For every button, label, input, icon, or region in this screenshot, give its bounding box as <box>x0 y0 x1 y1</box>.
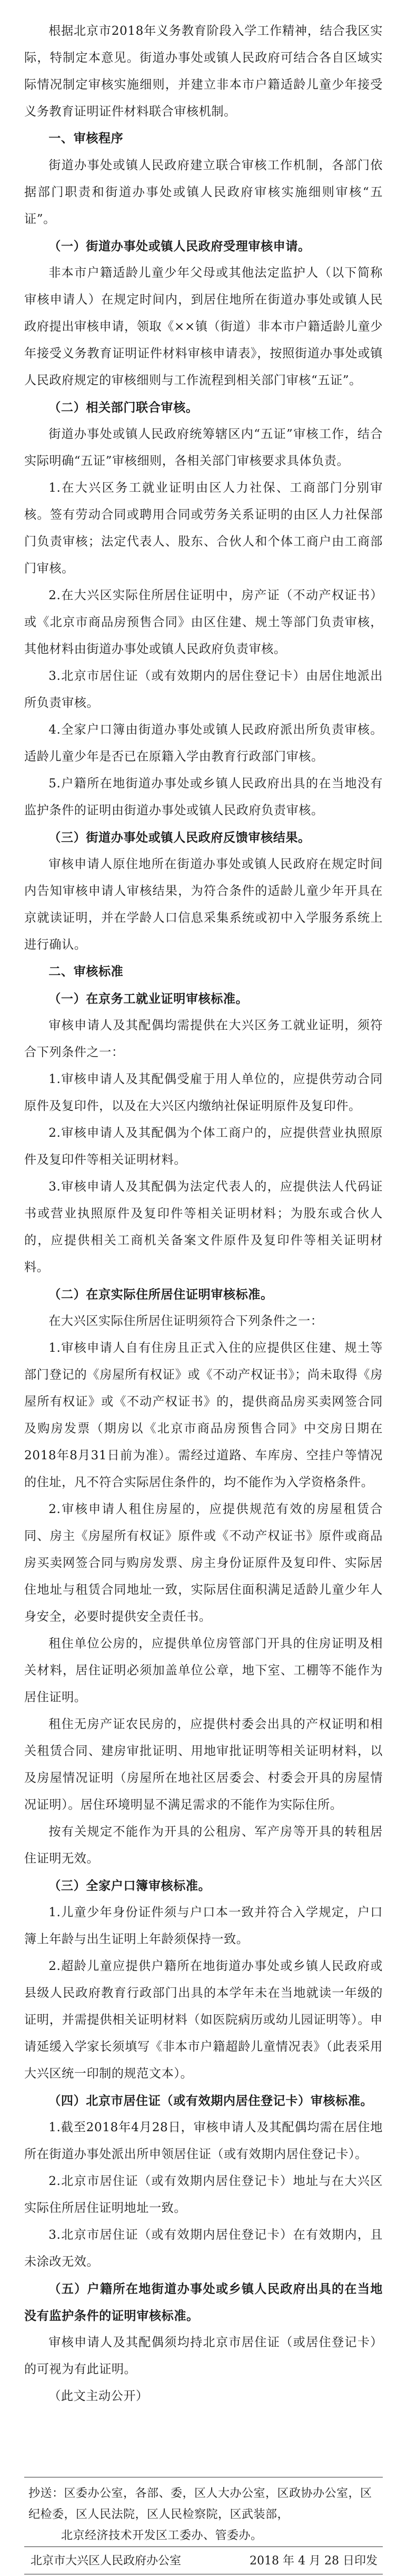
cc-block <box>24 2483 383 2546</box>
list-item: 2.北京市居住证（或有效期内居住登记卡）地址与在大兴区实际住所居住证明地址一致。 <box>24 2174 383 2215</box>
subsection-heading: （五）户籍所在地街道办事处或乡镇人民政府出具的在当地没有监护条件的证明审核标准。 <box>24 2282 383 2323</box>
paragraph: 在大兴区实际住所居住证明须符合下列条件之一： <box>48 1314 323 1328</box>
subsection-heading: （一）街道办事处或镇人民政府受理审核申请。 <box>48 239 311 253</box>
paragraph: 租住单位公房的，应提供单位房管部门开具的住房证明及相关材料，居住证明必须加盖单位公章，地下室、工棚等不能作为居住证明。 <box>24 1637 383 1704</box>
list-item: 1.审核申请人及其配偶受雇于用人单位的，应提供劳动合同原件及复印件，以及在大兴区内缴纳社保证明原件及复印件。 <box>24 1072 383 1113</box>
list-item: 2.审核申请人及其配偶为个体工商户的，应提供营业执照原件及复印件等相关证明材料。 <box>24 1126 383 1167</box>
section-heading: 二、审核标准 <box>48 965 124 979</box>
list-item: 5.户籍所在地街道办事处或乡镇人民政府出具的在当地没有监护条件的证明由街道办事处或镇人民政府负责审核。 <box>24 777 383 817</box>
issue-date: 2018 年 4 月 28 日印发 <box>250 2554 378 2568</box>
subsection-heading: （四）北京市居住证（或有效期内居住登记卡）审核标准。 <box>48 2094 373 2108</box>
subsection-heading: （二）在京实际住所居住证明审核标准。 <box>48 1287 273 1302</box>
document-body <box>24 18 383 2410</box>
list-item: 1.审核申请人自有住房且正式入住的应提供区住建、规土等部门登记的《房屋所有权证》或《不动产权证书》；尚未取得《房屋所有权证》或《不动产权证书》的，提供商品房买卖网签合同及购房发票（期房以《北京市商品房预售合同》中交房日期在2018年8月31日前为准）。需经过道路、车库房、空挂户等情况的住址，凡不符合实际居住条件的，均不能作为入学资格条件。 <box>24 1341 383 1489</box>
public-notice: （此文主动公开） <box>48 2389 148 2403</box>
list-item: 1.儿童少年身份证件须与户口本一致并符合入学规定，户口簿上年龄与出生证明上年龄须保持一致。 <box>24 1906 383 1946</box>
paragraph: 审核申请人及其配偶均需提供在大兴区务工就业证明，须符合下列条件之一： <box>24 1019 383 1059</box>
paragraph: 根据北京市2018年义务教育阶段入学工作精神，结合我区实际，特制定本意见。街道办事处或镇人民政府可结合各自区域实际情况制定审核实施细则，并建立非本市户籍适龄儿童少年接受义务教育证明证件材料联合审核机制。 <box>24 24 383 119</box>
list-item: 1.在大兴区务工就业证明由区人力社保、工商部门分别审核。签有劳动合同或聘用合同或劳务关系证明的由区人力社保部门负责审核；法定代表人、股东、合伙人和个体工商户由工商部门审核。 <box>24 481 383 575</box>
issuing-office: 北京市大兴区人民政府办公室 <box>31 2554 182 2568</box>
section-heading: 一、审核程序 <box>48 132 124 145</box>
list-item: 4.全家户口簿由街道办事处或镇人民政府派出所负责审核。适龄儿童少年是否已在原籍入学由教育行政部门审核。 <box>24 723 383 764</box>
paragraph: 审核申请人原住地所在街道办事处或镇人民政府在规定时间内告知审核申请人审核结果，为符合条件的适龄儿童少年开具在京就读证明，并在学龄人口信息采集系统或初中入学服务系统上进行确认。 <box>24 857 383 952</box>
paragraph: 街道办事处或镇人民政府建立联合审核工作机制，各部门依据部门职责和街道办事处或镇人民政府审核实施细则审核“五证”。 <box>24 159 383 226</box>
paragraph: 审核申请人及其配偶须均持北京市居住证（或居住登记卡）的可视为有此证明。 <box>24 2336 383 2376</box>
subsection-heading: （一）在京务工就业证明审核标准。 <box>48 992 249 1006</box>
list-item: 3.北京市居住证（或有效期内居住登记卡）在有效期内，且未涂改无效。 <box>24 2228 383 2269</box>
subsection-heading: （三）街道办事处或镇人民政府反馈审核结果。 <box>48 831 311 845</box>
paragraph: 按有关规定不能作为开具的公租房、军产房等开具的转租居住证明无效。 <box>24 1825 383 1866</box>
list-item: 2.审核申请人租住房屋的，应提供规范有效的房屋租赁合同、房主《房屋所有权证》原件或《不动产权证书》原件或商品房买卖网签合同与购房发票、房主身份证原件及复印件、实际居住地址与租赁合同地址一致，实际居住面积满足适龄儿童少年人身安全，必要时提供安全责任书。 <box>24 1502 383 1624</box>
list-item: 3.北京市居住证（或有效期内的居住登记卡）由居住地派出所负责审核。 <box>24 669 383 710</box>
paragraph: 非本市户籍适龄儿童少年父母或其他法定监护人（以下简称审核申请人）在规定时间内，到居住地所在街道办事处或镇人民政府提出审核申请，领取《××镇（街道）非本市户籍适龄儿童少年接受义务教育证明证件材料审核申请表》，按照街道办事处或镇人民政府规定的审核细则与工作流程到相关部门审核“五证”。 <box>24 266 383 387</box>
list-item: 1.截至2018年4月28日，审核申请人及其配偶均需在居住地所在街道办事处派出所申领居住证（或有效期内居住登记卡）。 <box>24 2121 383 2161</box>
footer-middle-rule <box>24 2546 383 2547</box>
list-item: 3.审核申请人及其配偶为法定代表人的，应提供法人代码证书或营业执照原件及复印件等相关证明材料；为股东或合伙人的，应提供相关工商机关备案文件原件及复印件等相关证明材料。 <box>24 1180 383 1274</box>
cc-line-2: 北京经济技术开发区工委办、管委办。 <box>61 2529 263 2542</box>
list-item: 2.在大兴区实际住所居住证明中，房产证（不动产权证书）或《北京市商品房预售合同》由区住建、规土等部门负责审核，其他材料由街道办事处或镇人民政府负责审核。 <box>24 589 383 656</box>
list-item: 2.超龄儿童应提供户籍所在地街道办事处或乡镇人民政府或县级人民政府教育行政部门出具的本学年未在当地就读一年级的证明，并需提供相关证明材料（如医院病历或幼儿园证明等）。申请延缓入学家长须填写《非本市户籍超龄儿童情况表》（此表采用大兴区统一印制的规范文本）。 <box>24 1959 383 2081</box>
subsection-heading: （二）相关部门联合审核。 <box>48 401 198 415</box>
paragraph: 街道办事处或镇人民政府统筹辖区内“五证”审核工作，结合实际明确“五证”审核细则，各相关部门审核要求具体负责。 <box>24 427 383 468</box>
cc-label: 抄送： <box>28 2487 64 2500</box>
paragraph: 租住无房产证农民房的，应提供村委会出具的产权证明和相关租赁合同、建房审批证明、用地审批证明等相关证明材料，以及房屋情况证明（房屋所在地社区居委会、村委会开具的房屋情况证明）。居住环境明显不满足需求的不能作为实际住所。 <box>24 1718 383 1812</box>
cc-line-1: 区委办公室，各部、委，区人大办公室，区政协办公室，区纪检委，区人民法院，区人民检察院，区武装部， <box>28 2487 372 2521</box>
subsection-heading: （三）全家户口簿审核标准。 <box>48 1879 211 1893</box>
